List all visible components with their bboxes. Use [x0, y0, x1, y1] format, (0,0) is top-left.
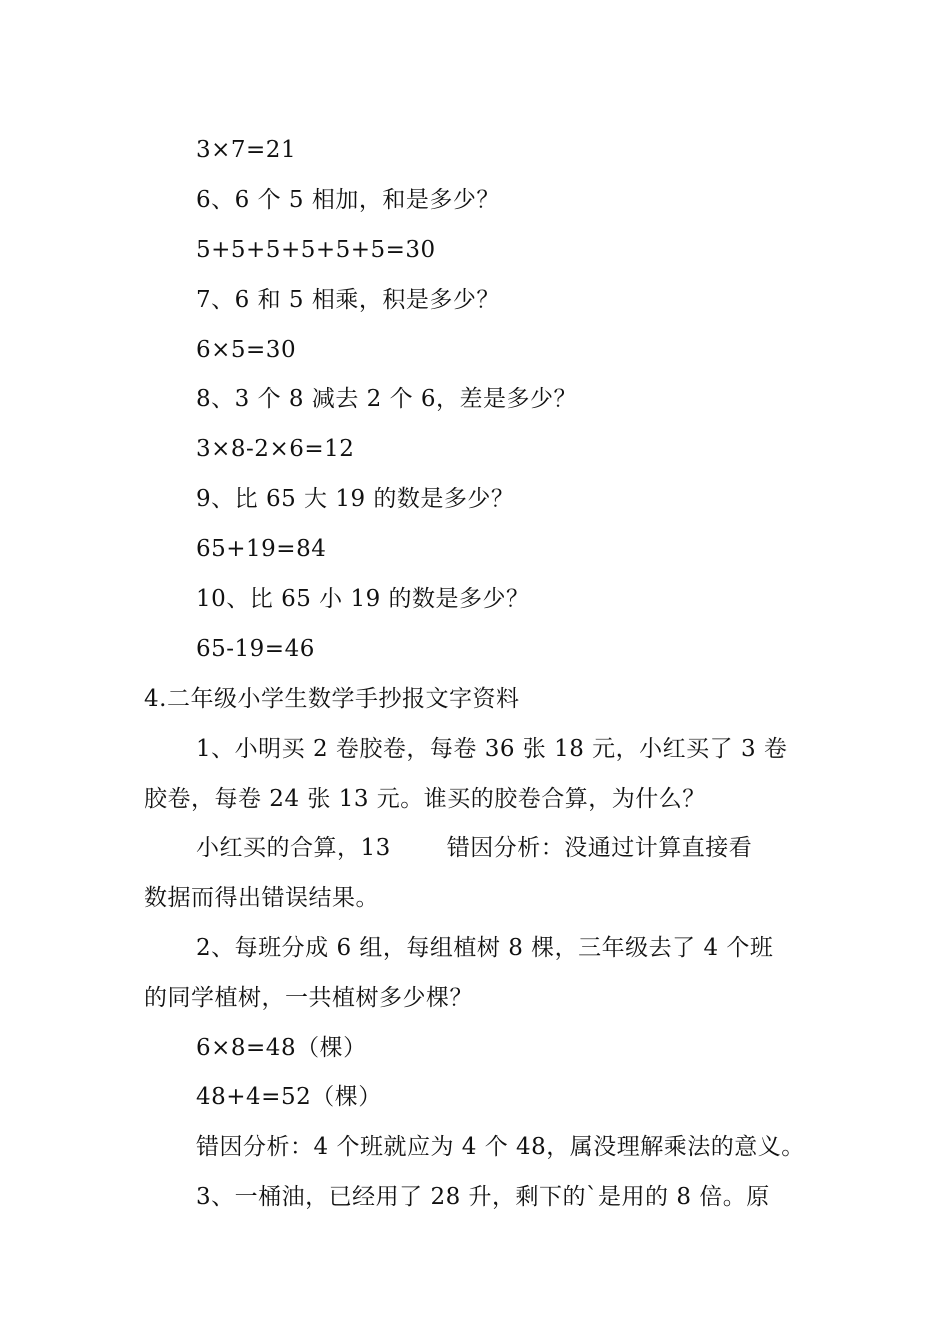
- text-line: 的同学植树，一共植树多少棵？: [144, 985, 473, 1011]
- problem-1: 1、小明买 2 卷胶卷，每卷 36 张 18 元，小红买了 3 卷: [196, 736, 788, 762]
- question-9: 9、比 65 大 19 的数是多少？: [196, 486, 515, 512]
- text-line: 65+19=84: [196, 536, 327, 562]
- text-line: 6×8=48（棵）: [196, 1035, 367, 1061]
- answer-line: [196, 833, 752, 863]
- problem-3: 3、一桶油，已经用了 28 升，剩下的`是用的 8 倍。原: [196, 1184, 770, 1210]
- question-7: 7、6 和 5 相乘，积是多少？: [196, 287, 500, 313]
- question-8: 8、3 个 8 减去 2 个 6，差是多少？: [196, 386, 578, 412]
- text-line: 6×5=30: [196, 337, 297, 363]
- text-line: 48+4=52（棵）: [196, 1084, 382, 1110]
- text-line: 胶卷，每卷 24 张 13 元。谁买的胶卷合算，为什么？: [144, 786, 706, 812]
- error-analysis: 错因分析：4 个班就应为 4 个 48，属没理解乘法的意义。: [196, 1134, 805, 1160]
- section-heading: 4.二年级小学生数学手抄报文字资料: [144, 686, 520, 712]
- text-line: 3×8-2×6=12: [196, 436, 355, 462]
- text-line: 数据而得出错误结果。: [144, 885, 379, 911]
- question-10: 10、比 65 小 19 的数是多少？: [196, 586, 530, 612]
- problem-2: 2、每班分成 6 组，每组植树 8 棵，三年级去了 4 个班: [196, 935, 774, 961]
- text-line: 5+5+5+5+5+5=30: [196, 237, 436, 263]
- answer-text: 小红买的合算，13: [196, 835, 391, 861]
- text-line: 3×7=21: [196, 137, 297, 163]
- question-6: 6、6 个 5 相加，和是多少？: [196, 187, 500, 213]
- text-line: 65-19=46: [196, 636, 315, 662]
- error-analysis-text: 错因分析：没通过计算直接看: [446, 835, 753, 861]
